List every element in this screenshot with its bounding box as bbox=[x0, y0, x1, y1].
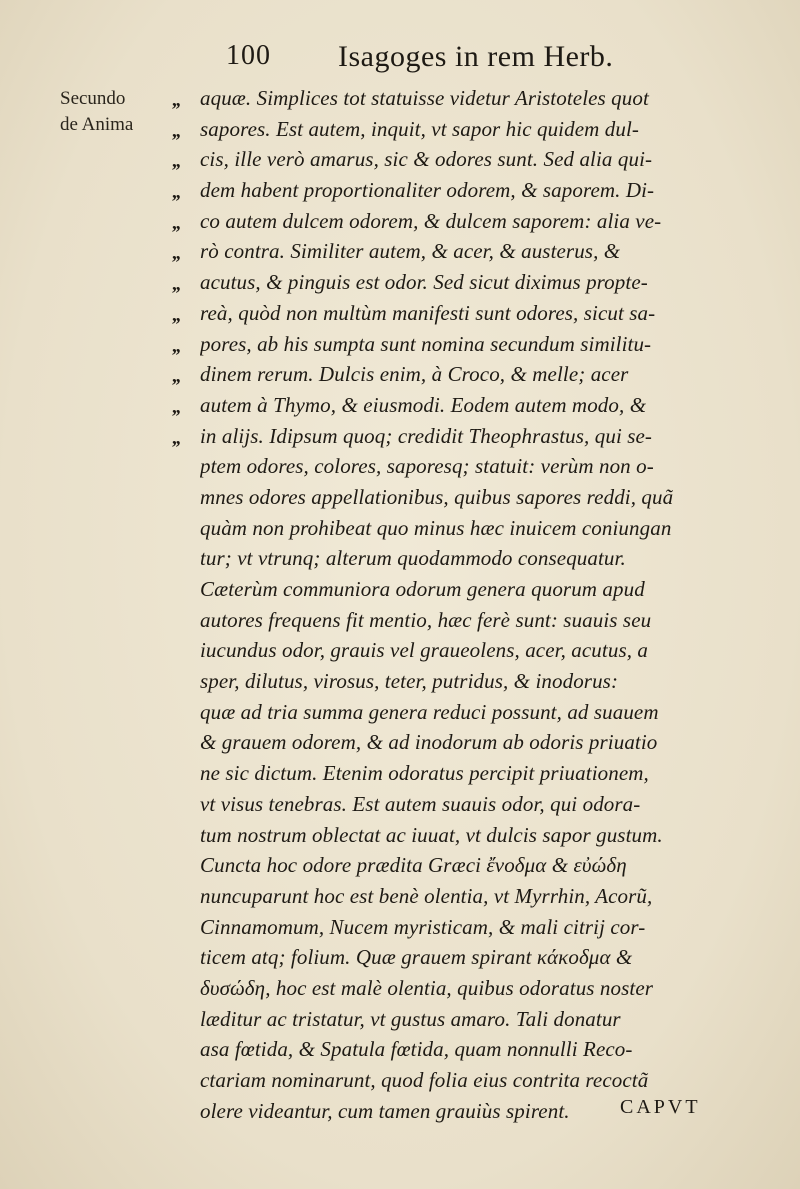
text-line: mnes odores appellationibus, quibus sapores reddi, quã bbox=[200, 484, 674, 509]
text-line: iucundus odor, grauis vel graueolens, acer, acutus, a bbox=[200, 638, 649, 663]
text-line: asa fœtida, & Spatula fœtida, quam nonnulli Reco- bbox=[200, 1037, 633, 1062]
text-line: ticem atq; folium. Quæ grauem spirant κάκοδμα & bbox=[200, 945, 633, 970]
text-line: & grauem odorem, & ad inodorum ab odoris priuatio bbox=[200, 730, 658, 755]
quote-mark: ,, bbox=[172, 304, 180, 326]
text-line: ptem odores, colores, saporesq; statuit: verùm non o- bbox=[200, 454, 654, 479]
text-line: cis, ille verò amarus, sic & odores sunt. Sed alia qui- bbox=[200, 147, 653, 172]
quote-mark: ,, bbox=[172, 274, 180, 296]
body-text bbox=[200, 83, 758, 1126]
text-line: autem à Thymo, & eiusmodi. Eodem autem modo, & bbox=[200, 392, 647, 417]
quote-mark: ,, bbox=[172, 212, 180, 234]
text-line: ne sic dictum. Etenim odoratus percipit priuationem, bbox=[200, 761, 649, 786]
quote-mark: ,, bbox=[172, 120, 180, 142]
margin-note bbox=[60, 86, 170, 138]
text-line: rò contra. Similiter autem, & acer, & austerus, & bbox=[200, 239, 621, 264]
text-line: quàm non prohibeat quo minus hæc inuicem coniungan bbox=[200, 515, 672, 540]
quote-mark: ,, bbox=[172, 396, 180, 418]
text-line: tum nostrum oblectat ac iuuat, vt dulcis sapor gustum. bbox=[200, 822, 663, 847]
page-number: 100 bbox=[226, 40, 271, 71]
text-line: δυσώδη, hoc est malè olentia, quibus odoratus noster bbox=[200, 975, 654, 1000]
text-line: reà, quòd non multùm manifesti sunt odores, sicut sa- bbox=[200, 300, 656, 325]
quotation-marks-column bbox=[172, 86, 202, 454]
quote-mark: ,, bbox=[172, 182, 180, 204]
text-line: sapores. Est autem, inquit, vt sapor hic quidem dul- bbox=[200, 116, 639, 141]
catchword: CAPVT bbox=[620, 1096, 701, 1118]
margin-note-line: Secundo bbox=[60, 88, 126, 109]
text-line: Cæterùm communiora odorum genera quorum apud bbox=[200, 577, 645, 601]
text-line: aquæ. Simplices tot statuisse videtur Aristoteles quot bbox=[200, 86, 649, 110]
quote-mark: ,, bbox=[172, 427, 180, 449]
text-line: pores, ab his sumpta sunt nomina secundum similitu- bbox=[200, 331, 652, 356]
text-line: acutus, & pinguis est odor. Sed sicut diximus propte- bbox=[200, 270, 648, 295]
text-line: tur; vt vtrunq; alterum quodammodo consequatur. bbox=[200, 546, 626, 571]
quote-mark: ,, bbox=[172, 151, 180, 173]
quote-mark: ,, bbox=[172, 335, 180, 357]
text-line: læditur ac tristatur, vt gustus amaro. Tali donatur bbox=[200, 1006, 621, 1031]
quote-mark: ,, bbox=[172, 90, 180, 111]
text-line: vt visus tenebras. Est autem suauis odor, qui odora- bbox=[200, 791, 641, 816]
text-line: olere videantur, cum tamen grauiùs spirent. bbox=[200, 1098, 570, 1123]
page-header bbox=[0, 40, 800, 80]
text-line: quæ ad tria summa genera reduci possunt, ad suauem bbox=[200, 699, 659, 724]
quote-mark: ,, bbox=[172, 366, 180, 388]
quote-mark: ,, bbox=[172, 243, 180, 265]
text-line: in alijs. Idipsum quoq; credidit Theophrastus, qui se- bbox=[200, 423, 653, 448]
text-line: Cinnamomum, Nucem myristicam, & mali citrij cor- bbox=[200, 914, 646, 939]
text-line: sper, dilutus, virosus, teter, putridus, & inodorus: bbox=[200, 669, 619, 694]
running-title: Isagoges in rem Herb. bbox=[338, 40, 614, 73]
text-line: dem habent proportionaliter odorem, & saporem. Di- bbox=[200, 178, 655, 203]
text-line: ctariam nominarunt, quod folia eius contrita recoctã bbox=[200, 1068, 649, 1092]
text-line: Cuncta hoc odore prædita Græci ἔνοδμα & εὐώδη bbox=[200, 853, 627, 878]
text-line: dinem rerum. Dulcis enim, à Croco, & melle; acer bbox=[200, 362, 629, 387]
text-line: autores frequens fit mentio, hæc ferè sunt: suauis seu bbox=[200, 607, 652, 632]
text-line: nuncuparunt hoc est benè olentia, vt Myrrhin, Acorũ, bbox=[200, 883, 653, 908]
margin-note-line: de Anima bbox=[60, 114, 134, 135]
text-line: co autem dulcem odorem, & dulcem saporem: alia ve- bbox=[200, 208, 662, 233]
